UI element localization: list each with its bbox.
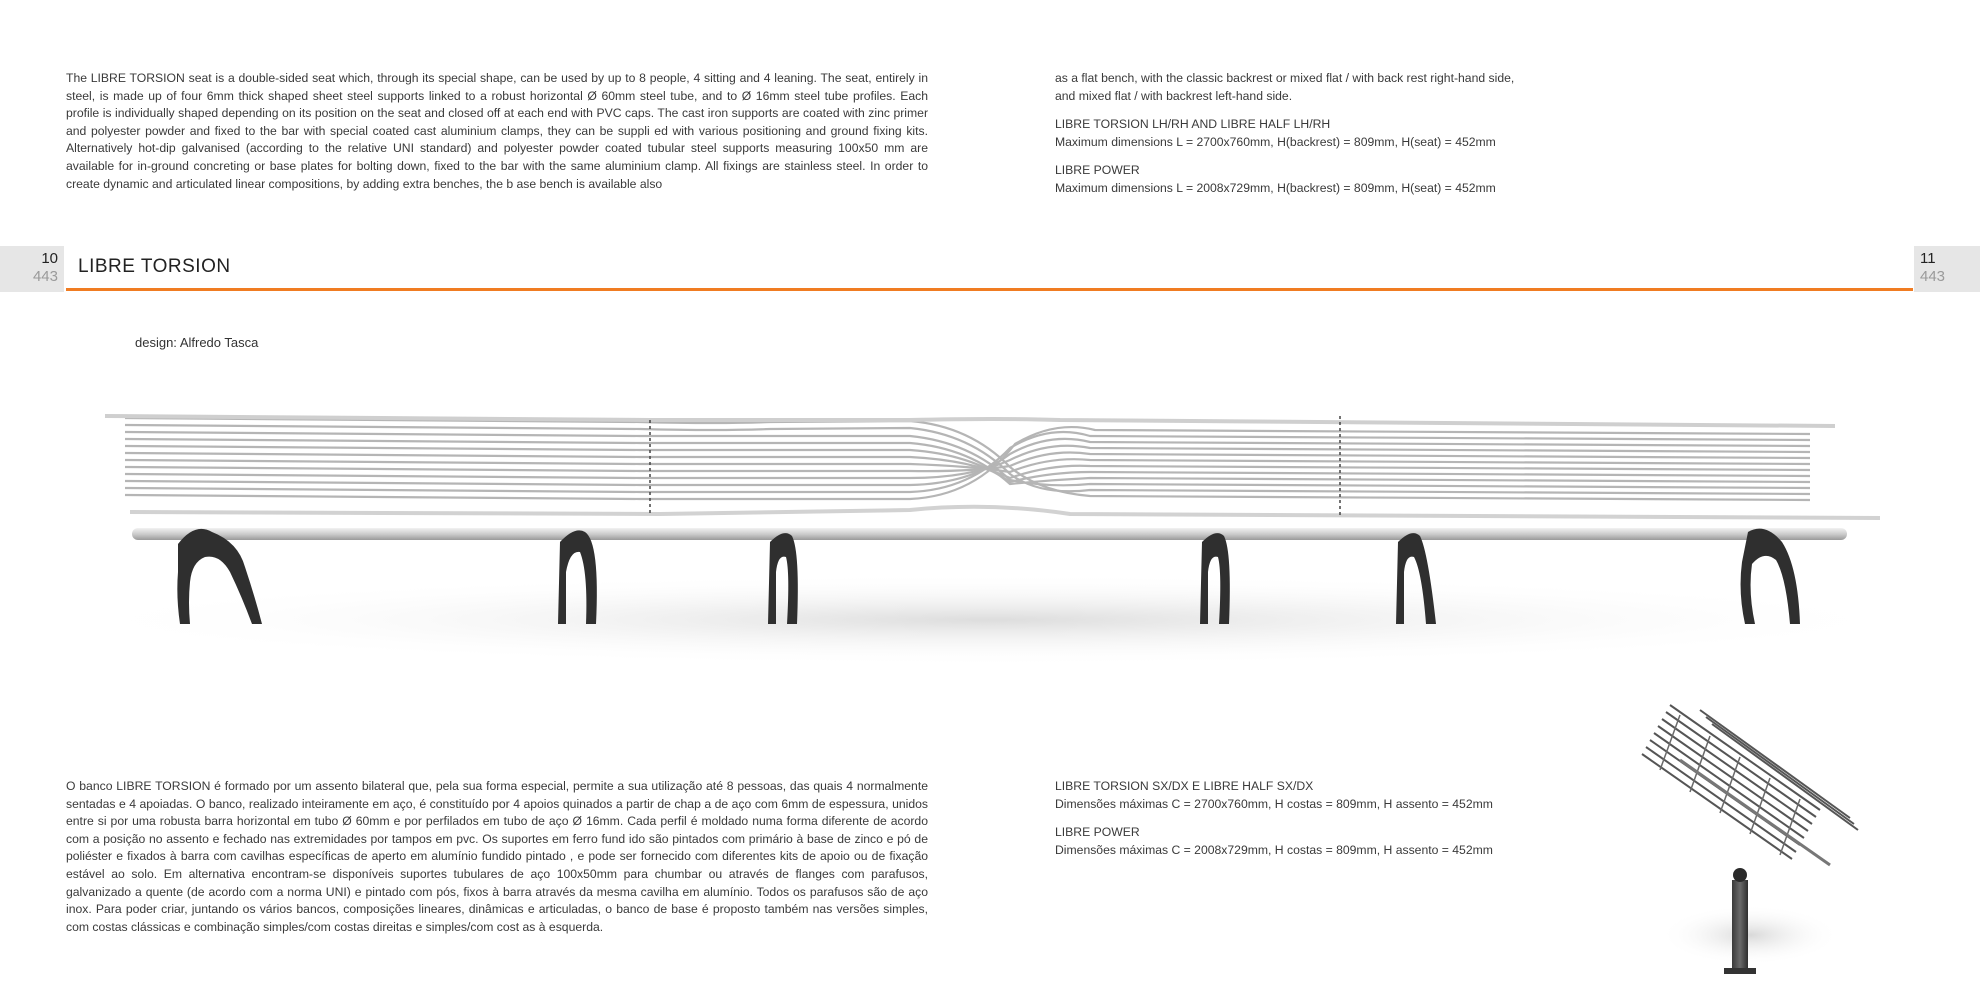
page-left-total: 443 (32, 268, 58, 285)
english-spec2-dimensions: Maximum dimensions L = 2008x729mm, H(backrest) = 809mm, H(seat) = 452mm (1055, 180, 1496, 195)
english-continuation-line-1: as a flat bench, with the classic backrest or mixed flat / with back rest right-hand side, (1055, 71, 1515, 85)
section-header-bar (0, 246, 1980, 292)
designer-credit: design: Alfredo Tasca (135, 335, 259, 350)
portuguese-spec2-title: LIBRE POWER (1055, 825, 1140, 840)
bench-main-photo (0, 392, 1980, 722)
english-spec2-title: LIBRE POWER (1055, 163, 1140, 178)
portuguese-spec2-dimensions: Dimensões máximas C = 2008x729mm, H costas = 809mm, H assento = 452mm (1055, 842, 1493, 857)
portuguese-spec1-dimensions: Dimensões máximas C = 2700x760mm, H costas = 809mm, H assento = 452mm (1055, 796, 1493, 811)
page-number-left (0, 246, 64, 292)
english-continuation-line-2: and mixed flat / with backrest left-hand side. (1055, 88, 1293, 103)
orange-divider (66, 288, 1913, 291)
english-spec1-dimensions: Maximum dimensions L = 2700x760mm, H(backrest) = 809mm, H(seat) = 452mm (1055, 134, 1496, 149)
portuguese-spec1-title: LIBRE TORSION SX/DX E LIBRE HALF SX/DX (1055, 779, 1314, 793)
section-title: LIBRE TORSION (78, 256, 231, 277)
page-number-right (1914, 246, 1980, 292)
page-right-number: 11 (1920, 250, 1936, 267)
english-specs (1055, 70, 1514, 198)
page-left-number: 10 (41, 250, 58, 267)
portuguese-description: O banco LIBRE TORSION é formado por um assento bilateral que, pela sua forma especial, permite a sua utilização até 8 pessoas, das quais 4 normalmente sentadas e 4 apoiadas. O banco, realizado inteiramente em aço, é constituído por 4 apoios quinados a partir de chap a de aço com 6mm de espessura, unidos entre si por uma robusta barra horizontal em tubo Ø 60mm e por perfilados em tubo de aço Ø 16mm. Cada perfil é moldado numa forma diferente de acordo com a posição no assento e fechado nas extremidades por tampos em pvc. Os suportes em ferro fund ido são pintados com primário à base de zinco e pó de poliéster e fixados à barra com cavilhas específicas de aperto em alumínio fundido pintado , e pode ser fornecido com diferentes kits de apoio ou de fixação estável ao solo. Em alternativa encontram-se disponíveis suportes tubulares de aço 100x50mm para chumbar ou através de flanges com parafusos, galvanizado a quente (de acordo com a norma UNI) e pintado com pós, fixos à barra através da mesma cavilha em alumínio. Todos os parafusos são de aço inox. Para poder criar, juntando os vários bancos, composições lineares, dinâmicas e articuladas, o banco de base é proposto também nas versões simples, com costas clássicas e combinação simples/com costas direitas e simples/com cost as à esquerda. (66, 779, 928, 934)
bench-detail-photo (1620, 700, 1870, 990)
portuguese-specs (1055, 778, 1493, 859)
english-description: The LIBRE TORSION seat is a double-sided seat which, through its special shape, can be used by up to 8 people, 4 sitting and 4 leaning. The seat, entirely in steel, is made up of four 6mm thick shaped sheet steel supports linked to a robust horizontal Ø 60mm steel tube, and to Ø 16mm steel tube profiles. Each profile is individually shaped depending on its position on the seat and closed off at each end with PVC caps. The cast iron supports are coated with zinc primer and polyester powder and fixed to the bar with special coated cast aluminium clamps, they can be suppli ed with various positioning and ground fixing kits. Alternatively hot-dip galvanised (according to the relative UNI standard) and polyester powder coated tubular steel supports measuring 100x50 mm are available for in-ground concreting or base plates for bolting down, fixed to the bar with the same aluminium clamp. All fixings are stainless steel. In order to create dynamic and articulated linear compositions, by adding extra benches, the b ase bench is available also (66, 71, 928, 191)
page-right-total: 443 (1920, 268, 1946, 285)
english-spec1-title: LIBRE TORSION LH/RH AND LIBRE HALF LH/RH (1055, 117, 1331, 132)
